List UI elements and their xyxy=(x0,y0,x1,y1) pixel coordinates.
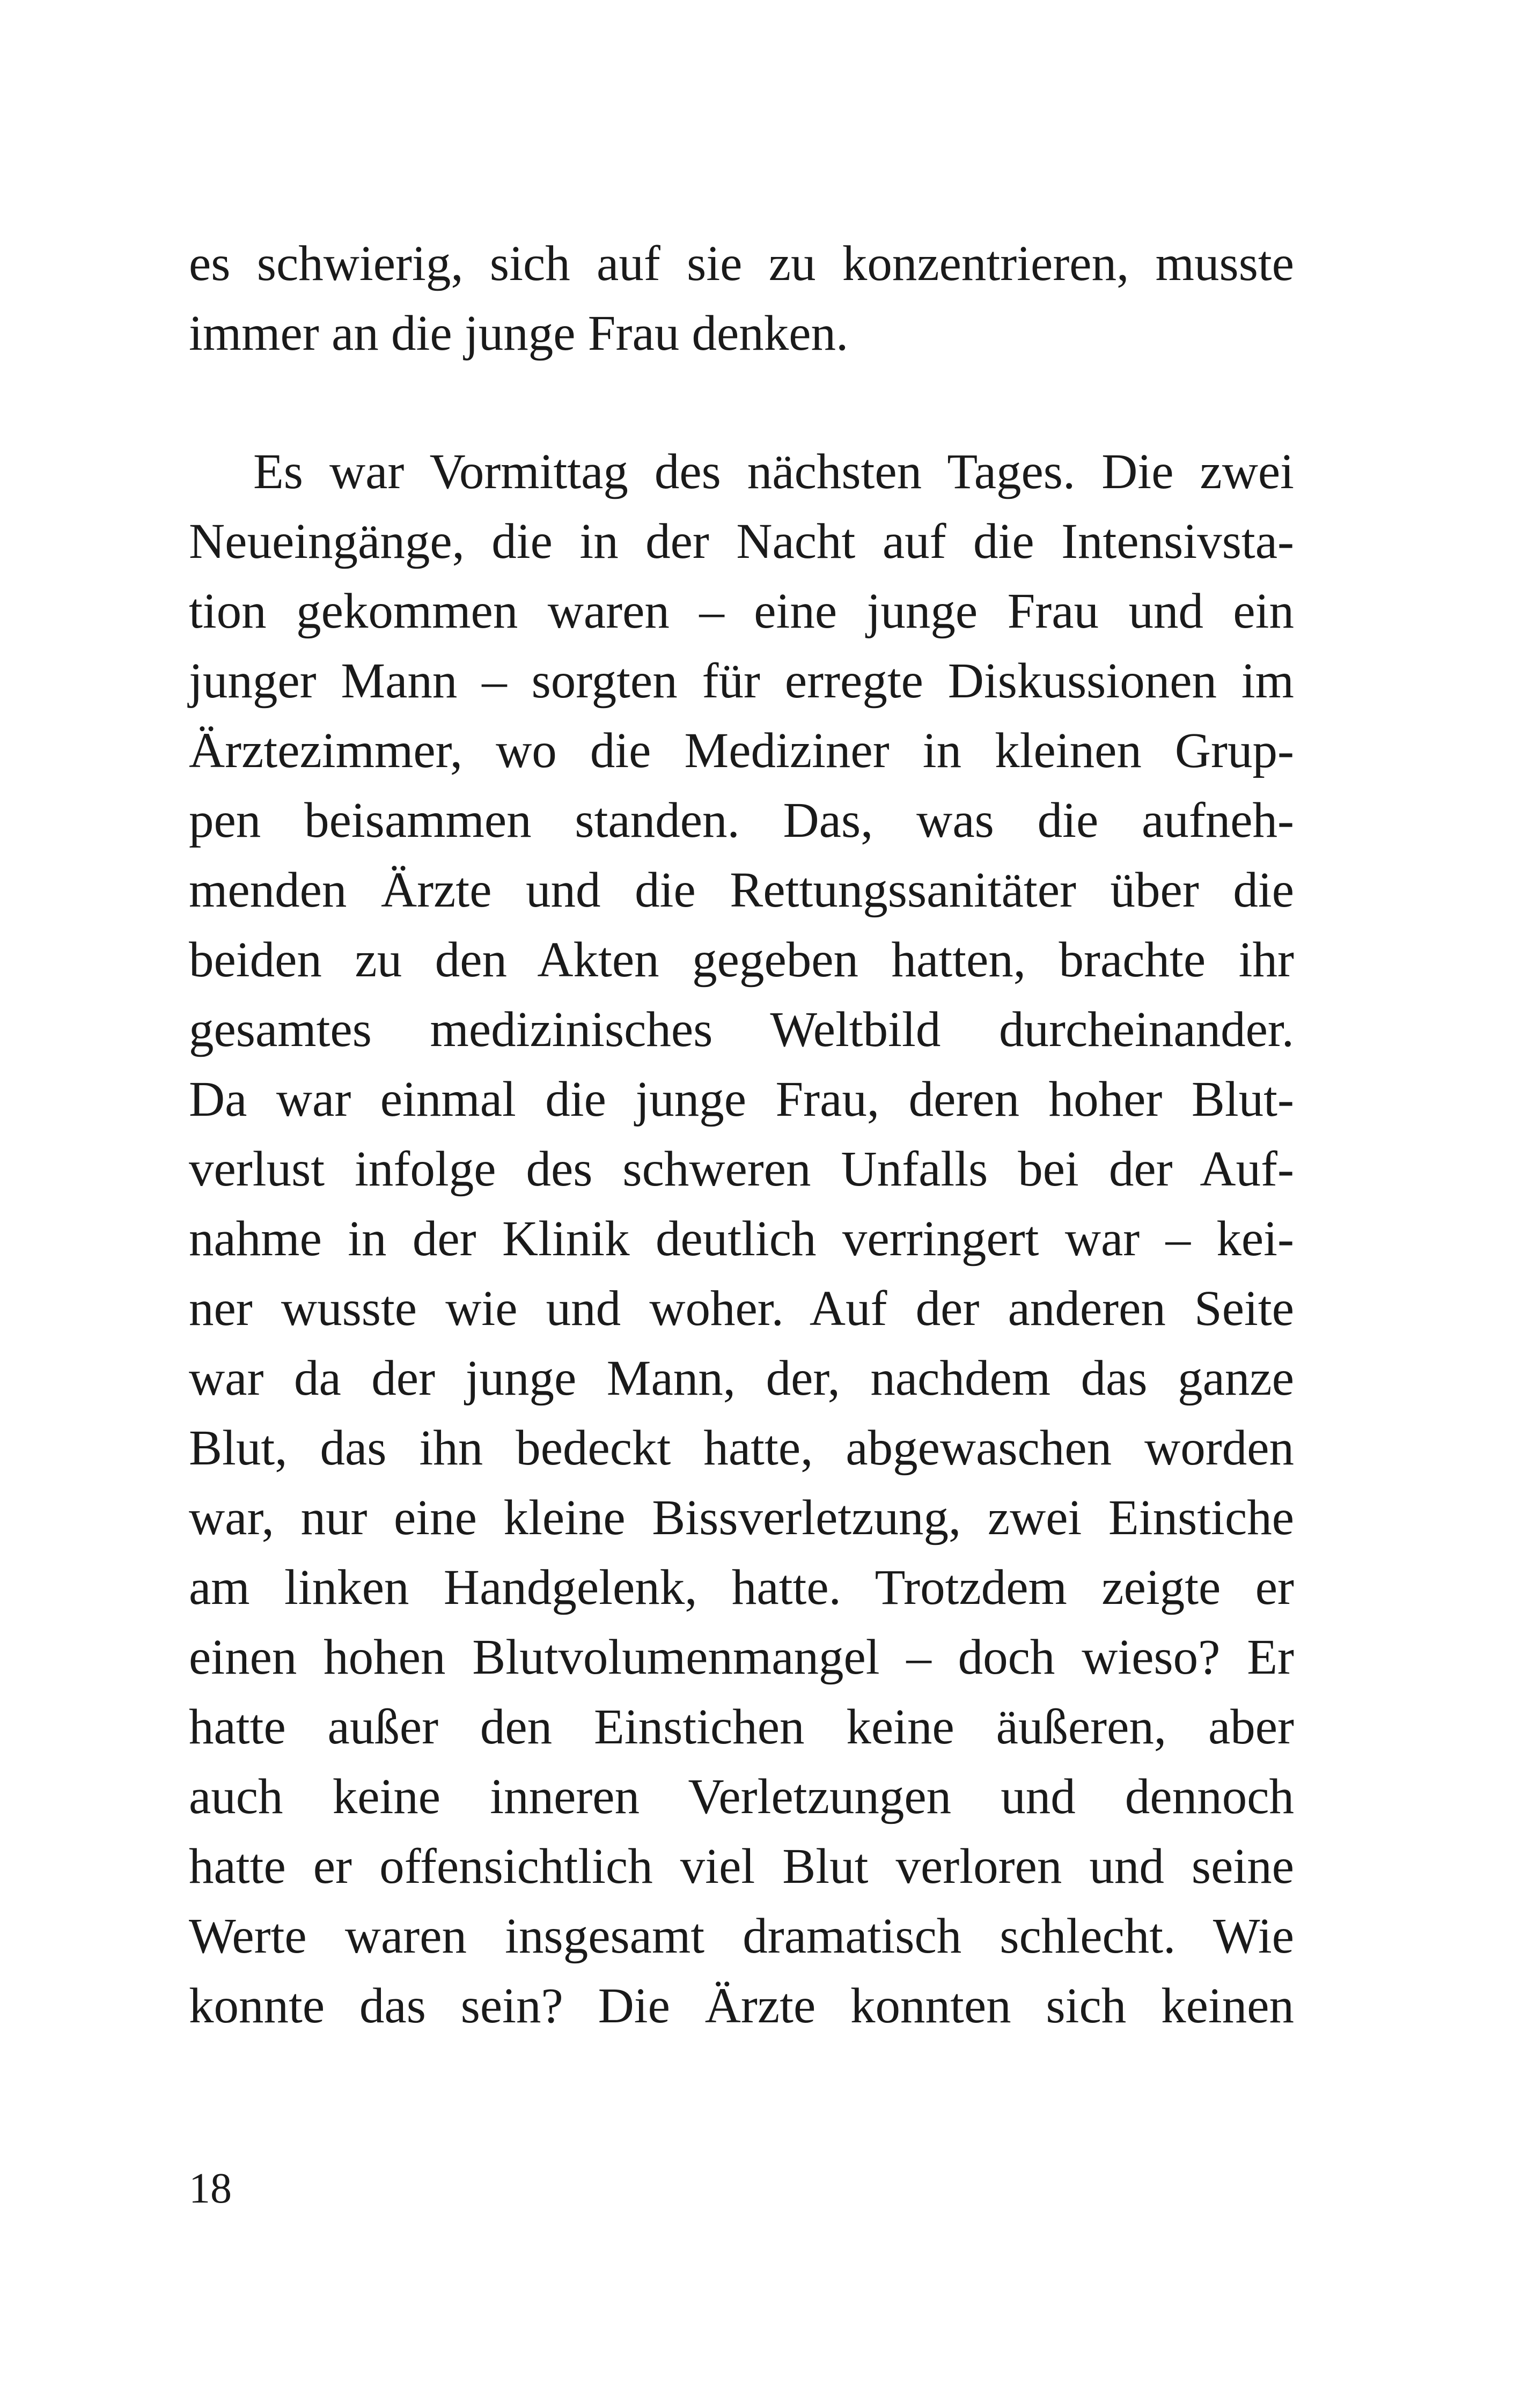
text-line: am linken Handgelenk, hatte. Trotzdem zeigte er xyxy=(189,1560,1294,1615)
text-line: junger Mann – sorgten für erregte Diskussionen im xyxy=(189,653,1294,709)
text-line: auch keine inneren Verletzungen und dennoch xyxy=(189,1769,1294,1824)
text-line: war da der junge Mann, der, nachdem das ganze xyxy=(189,1351,1294,1406)
text-line: es schwierig, sich auf sie zu konzentrieren, musste xyxy=(189,236,1294,291)
text-line: Da war einmal die junge Frau, deren hoher Blut- xyxy=(189,1072,1294,1127)
text-line: war, nur eine kleine Bissverletzung, zwei Einstiche xyxy=(189,1490,1294,1545)
text-line: tion gekommen waren – eine junge Frau und ein xyxy=(189,584,1294,639)
text-line: Blut, das ihn bedeckt hatte, abgewaschen worden xyxy=(189,1420,1294,1476)
text-line: verlust infolge des schweren Unfalls bei der Auf- xyxy=(189,1142,1294,1197)
paragraph-main xyxy=(189,437,1294,2041)
text-line: beiden zu den Akten gegeben hatten, brachte ihr xyxy=(189,932,1294,988)
text-line: einen hohen Blutvolumenmangel – doch wieso? Er xyxy=(189,1630,1294,1685)
text-line: gesamtes medizinisches Weltbild durcheinander. xyxy=(189,1002,1294,1057)
text-line: Es war Vormittag des nächsten Tages. Die zwei xyxy=(253,444,1294,499)
text-line: pen beisammen standen. Das, was die aufneh- xyxy=(189,793,1294,848)
text-line: Neueingänge, die in der Nacht auf die Intensivsta- xyxy=(189,514,1294,569)
text-line: nahme in der Klinik deutlich verringert war – kei- xyxy=(189,1211,1294,1266)
text-line: menden Ärzte und die Rettungssanitäter über die xyxy=(189,863,1294,918)
text-line: immer an die junge Frau denken. xyxy=(189,306,849,361)
page-number: 18 xyxy=(189,2165,232,2212)
text-line: ner wusste wie und woher. Auf der anderen Seite xyxy=(189,1281,1294,1336)
text-line: hatte außer den Einstichen keine äußeren, aber xyxy=(189,1699,1294,1755)
text-line: Werte waren insgesamt dramatisch schlecht. Wie xyxy=(189,1909,1294,1964)
text-line: hatte er offensichtlich viel Blut verloren und seine xyxy=(189,1839,1294,1894)
text-line: Ärztezimmer, wo die Mediziner in kleinen Grup- xyxy=(189,723,1294,778)
text-line: konnte das sein? Die Ärzte konnten sich keinen xyxy=(189,1978,1294,2034)
paragraph-continued xyxy=(189,229,1294,369)
